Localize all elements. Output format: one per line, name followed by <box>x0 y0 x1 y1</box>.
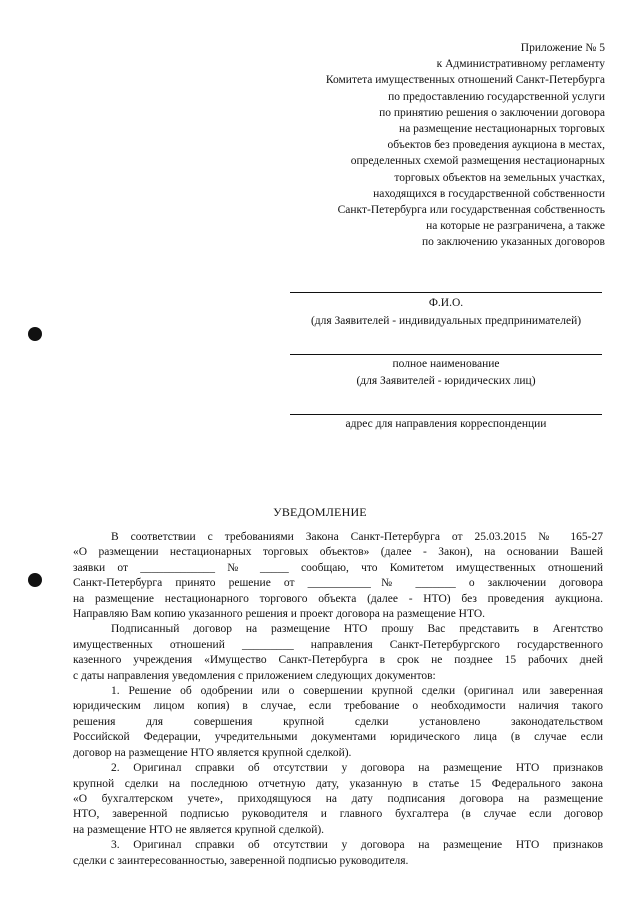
appendix-header <box>275 40 605 251</box>
appendix-line: по принятию решения о заключении договора <box>379 106 605 119</box>
name-line <box>290 354 602 355</box>
document-body <box>73 530 603 869</box>
body-line: Санкт-Петербурга принято решение от ___________№ _______ о заключении договора <box>73 577 603 590</box>
appendix-line: Санкт-Петербурга или государственная собственность <box>337 204 605 217</box>
address-label: адрес для направления корреспонденции <box>345 418 547 430</box>
name-label: полное наименование <box>392 358 500 370</box>
body-line: Направляю Вам копию указанного решения и проект договора на размещение НТО. <box>73 608 486 621</box>
body-line: договор на размещение НТО является крупной сделкой). <box>73 746 352 759</box>
appendix-line: объектов без проведения аукциона в местах, <box>387 139 605 152</box>
appendix-line: Комитета имущественных отношений Санкт-Петербурга <box>325 74 605 87</box>
appendix-line: на которые не разграничена, а также <box>426 220 605 233</box>
body-line: юридическим лицом копия) в случае, если требование о необходимости наличия такого <box>73 700 603 713</box>
appendix-line: на размещение нестационарных торговых <box>399 123 605 136</box>
appendix-line: по заключению указанных договоров <box>422 236 605 249</box>
body-line: крупной сделки на последнюю отчетную дату, указанную в статье 15 Федерального закона <box>73 777 603 790</box>
body-line: на размещение нестационарного торгового объекта (далее - НТО) без проведения аукциона. <box>73 592 603 605</box>
appendix-line: торговых объектов на земельных участках, <box>394 171 605 184</box>
appendix-line: к Административному регламенту <box>436 58 605 71</box>
body-line: Подписанный договор на размещение НТО прошу Вас представить в Агентство <box>111 623 603 636</box>
body-line: 1. Решение об одобрении или о совершении крупной сделки (оригинал или заверенная <box>111 685 603 698</box>
appendix-line: по предоставлению государственной услуги <box>388 90 605 103</box>
body-line: Российской Федерации, учредительными документами юридического лица (в случае если <box>73 731 603 744</box>
name-note: (для Заявителей - юридических лиц) <box>356 375 536 387</box>
appendix-line: определенных схемой размещения нестационарных <box>350 155 605 168</box>
body-line: имущественных отношений _________ направления Санкт-Петербургского государственного <box>73 638 603 651</box>
body-line: В соответствии с требованиями Закона Санкт-Петербурга от 25.03.2015 № 165-27 <box>111 531 603 543</box>
body-line: казенного учреждения «Имущество Санкт-Петербурга в срок не позднее 15 рабочих дней <box>73 654 603 667</box>
document-title: УВЕДОМЛЕНИЕ <box>273 505 367 519</box>
body-line: с даты направления уведомления с приложением следующих документов: <box>73 669 436 682</box>
fio-label: Ф.И.О. <box>428 297 464 309</box>
body-line: на размещение НТО не является крупной сделкой). <box>73 823 325 836</box>
fio-note: (для Заявителей - индивидуальных предпринимателей) <box>310 315 582 327</box>
body-line: 3. Оригинал справки об отсутствии у договора на размещение НТО признаков <box>111 839 603 852</box>
body-line: НТО, заверенной подписью руководителя и главного бухгалтера (в случае если договор <box>73 808 603 821</box>
fio-line <box>290 292 602 293</box>
body-line: заявки от _____________ № _____ сообщаю, что Комитетом имущественных отношений <box>73 561 603 574</box>
address-line <box>290 414 602 415</box>
appendix-line: Приложение № 5 <box>520 42 605 54</box>
body-line: сделки с заинтересованностью, заверенной подписью руководителя. <box>73 854 409 867</box>
punch-hole <box>28 327 42 341</box>
body-line: «О бухгалтерском учете», приходящуюся на дату подписания договора на размещение <box>73 792 603 805</box>
punch-hole <box>28 573 42 587</box>
appendix-line: находящихся в государственной собственности <box>373 187 605 200</box>
body-line: решения для совершения крупной сделки установлено законодательством <box>73 715 603 728</box>
body-line: 2. Оригинал справки об отсутствии у договора на размещение НТО признаков <box>111 762 603 775</box>
body-line: «О размещении нестационарных торговых объектов» (далее - Закон), на основании Вашей <box>73 546 603 559</box>
